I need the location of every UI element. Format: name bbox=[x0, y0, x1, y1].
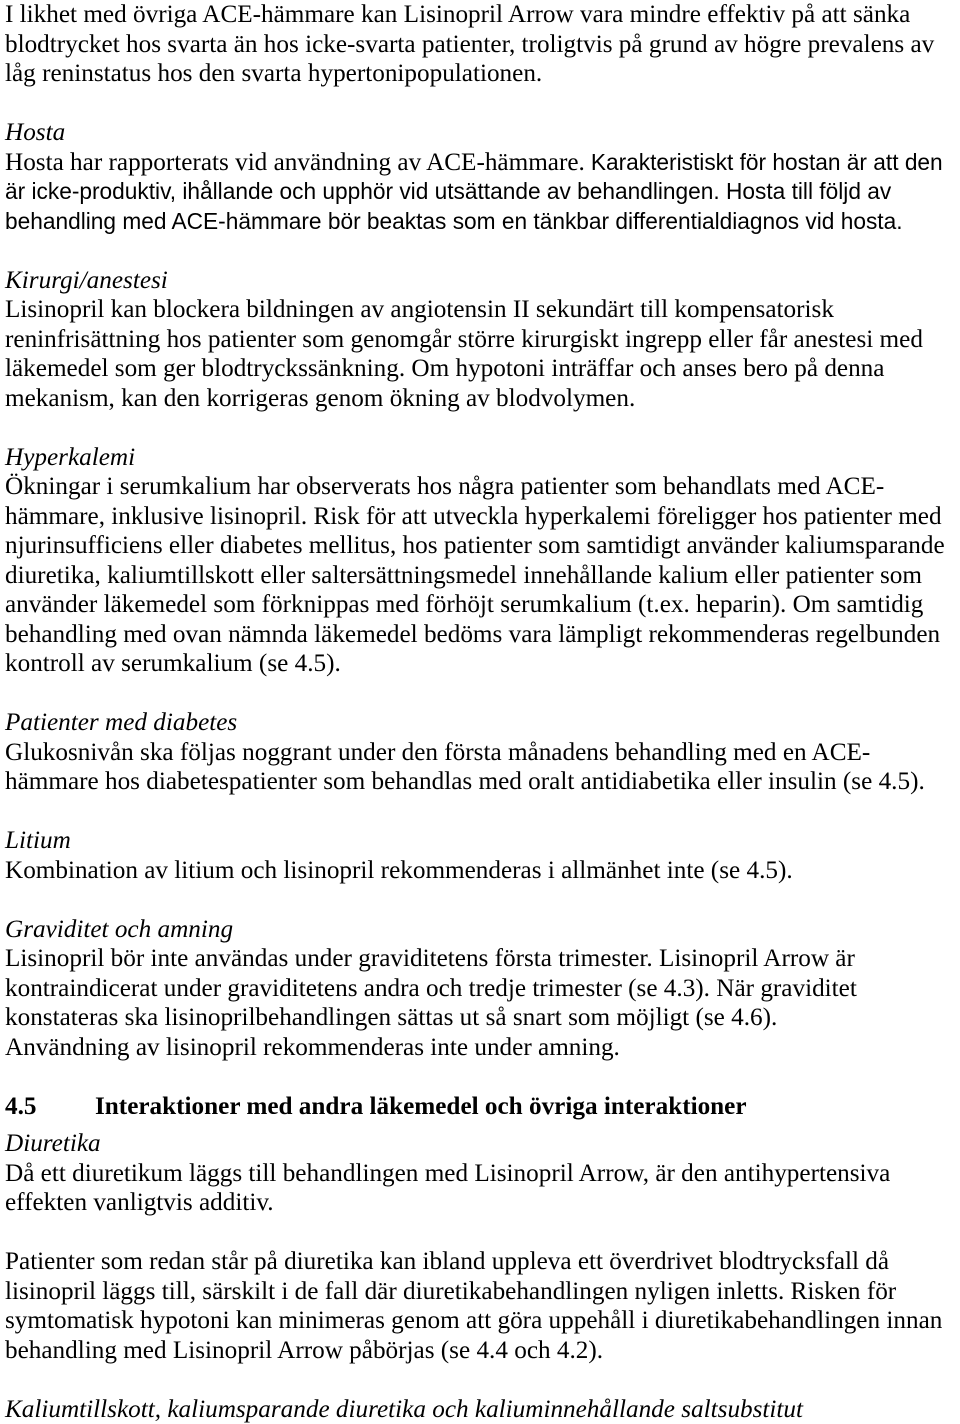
subheading-litium: Litium bbox=[5, 827, 71, 854]
paragraph-line: I likhet med övriga ACE-hämmare kan Lisinopril Arrow vara mindre effektiv på att sänka bbox=[5, 1, 911, 28]
section-heading-4-5 bbox=[5, 1092, 960, 1122]
section-graviditet bbox=[5, 915, 960, 1063]
paragraph-line: njurinsufficiens eller diabetes mellitus, hos patienter som samtidigt använder kaliumsparande bbox=[5, 532, 945, 559]
section-hosta bbox=[5, 118, 960, 236]
paragraph-line: behandling med ovan nämnda läkemedel bedöms vara lämpligt rekommenderas regelbunden bbox=[5, 620, 941, 648]
paragraph-line: låg reninstatus hos den svarta hypertonipopulationen. bbox=[5, 60, 543, 87]
paragraph-line: Glukosnivån ska följas noggrant under den första månadens behandling med en ACE- bbox=[5, 738, 871, 766]
paragraph-line: reninfrisättning hos patienter som genomgår större kirurgiskt ingrepp eller får anestesi med bbox=[5, 325, 923, 353]
paragraph-line: kontroll av serumkalium (se 4.5). bbox=[5, 650, 341, 677]
paragraph-line: kontraindicerat under graviditetens andra och tredje trimester (se 4.3). När graviditet bbox=[5, 974, 857, 1002]
section-number: 4.5 bbox=[5, 1092, 37, 1120]
paragraph-line: Användning av lisinopril rekommenderas inte under amning. bbox=[5, 1033, 620, 1061]
paragraph-line: Då ett diuretikum läggs till behandlingen med Lisinopril Arrow, är den antihypertensiva bbox=[5, 1159, 891, 1187]
subheading-graviditet: Graviditet och amning bbox=[5, 915, 234, 943]
paragraph-line: Lisinopril kan blockera bildningen av angiotensin II sekundärt till kompensatorisk bbox=[5, 296, 834, 323]
sentence-sans: Karakteristiskt för hostan är att den bbox=[590, 148, 943, 175]
subheading-diabetes: Patienter med diabetes bbox=[5, 709, 238, 736]
section-title: Interaktioner med andra läkemedel och övriga interaktioner bbox=[95, 1092, 747, 1120]
spacer bbox=[5, 413, 960, 443]
section-diuretika bbox=[5, 1129, 960, 1365]
paragraph-line: mekanism, kan den korrigeras genom ökning av blodvolymen. bbox=[5, 384, 636, 412]
spacer bbox=[5, 797, 960, 827]
paragraph-line: hämmare, inklusive lisinopril. Risk för att utveckla hyperkalemi föreligger hos patienter med bbox=[5, 502, 942, 530]
section-kalium bbox=[5, 1395, 960, 1424]
paragraph-line: effekten vanligtvis additiv. bbox=[5, 1189, 274, 1216]
subheading-kalium: Kaliumtillskott, kaliumsparande diuretika och kaliuminnehållande saltsubstitut bbox=[5, 1395, 804, 1423]
section-litium bbox=[5, 826, 960, 885]
spacer bbox=[5, 1218, 960, 1248]
paragraph-line: behandling med ACE-hämmare bör beaktas som en tänkbar differentialdiagnos vid hosta. bbox=[5, 207, 903, 234]
paragraph-line: behandling med Lisinopril Arrow påbörjas (se 4.4 och 4.2). bbox=[5, 1336, 604, 1364]
spacer bbox=[5, 89, 960, 119]
subheading-hyperkalemi: Hyperkalemi bbox=[5, 443, 136, 471]
intro-paragraph bbox=[5, 0, 960, 89]
section-diabetes bbox=[5, 708, 960, 797]
spacer bbox=[5, 885, 960, 915]
paragraph-line: symtomatisk hypotoni kan minimeras genom att göra uppehåll i diuretikabehandlingen innan bbox=[5, 1307, 943, 1334]
paragraph-line: konstateras ska lisinoprilbehandlingen sättas ut så snart som möjligt (se 4.6). bbox=[5, 1004, 778, 1031]
section-hyperkalemi bbox=[5, 443, 960, 679]
paragraph-line: hämmare hos diabetespatienter som behandlas med oralt antidiabetika eller insulin (se 4.5). bbox=[5, 768, 925, 795]
paragraph-line: Patienter som redan står på diuretika kan ibland uppleva ett överdrivet blodtrycksfall då bbox=[5, 1248, 890, 1275]
paragraph-line: Lisinopril bör inte användas under graviditetens första trimester. Lisinopril Arrow är bbox=[5, 945, 855, 972]
paragraph-line: läkemedel som ger blodtryckssänkning. Om hypotoni inträffar och anses bero på denna bbox=[5, 355, 885, 382]
section-kirurgi bbox=[5, 266, 960, 414]
subheading-diuretika: Diuretika bbox=[5, 1130, 101, 1157]
paragraph-line: Ökningar i serumkalium har observerats hos några patienter som behandlats med ACE- bbox=[5, 473, 885, 500]
spacer bbox=[5, 1365, 960, 1395]
paragraph-line: är icke-produktiv, ihållande och upphör vid utsättande av behandlingen. Hosta till följd av bbox=[5, 178, 892, 204]
spacer bbox=[5, 679, 960, 709]
paragraph-line: använder läkemedel som förknippas med förhöjt serumkalium (t.ex. heparin). Om samtidig bbox=[5, 591, 924, 618]
subheading-kirurgi: Kirurgi/anestesi bbox=[5, 266, 168, 294]
subheading-hosta: Hosta bbox=[5, 119, 66, 146]
spacer bbox=[5, 236, 960, 266]
paragraph-line: lisinopril läggs till, särskilt i de fall där diuretikabehandlingen nyligen inletts. Risken för bbox=[5, 1277, 897, 1305]
paragraph-line bbox=[5, 148, 960, 178]
spacer bbox=[5, 1062, 960, 1092]
paragraph-line: diuretika, kaliumtillskott eller saltersättningsmedel innehållande kalium eller patienter som bbox=[5, 561, 922, 589]
sentence-serif: Hosta har rapporterats vid användning av ACE-hämmare. bbox=[5, 148, 585, 176]
paragraph-line: blodtrycket hos svarta än hos icke-svarta patienter, troligtvis på grund av högre prevalens av bbox=[5, 30, 935, 58]
paragraph-line: Kombination av litium och lisinopril rekommenderas i allmänhet inte (se 4.5). bbox=[5, 856, 793, 884]
